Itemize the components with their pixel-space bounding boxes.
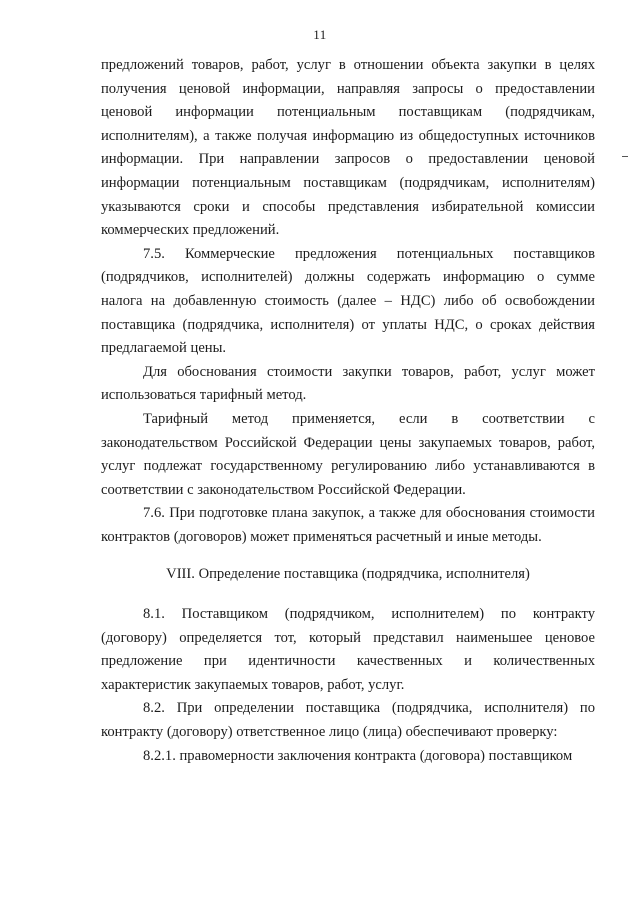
text-line: получения ценовой информации, направляя запросы о предоставлении [101, 80, 595, 97]
text-line: коммерческих предложений. [101, 222, 280, 239]
text-line: Для обоснования стоимости закупки товаров, работ, услуг может [143, 363, 595, 380]
paragraphs-after-heading [101, 603, 595, 768]
text-line: 7.6. При подготовке плана закупок, а также для обоснования стоимости [143, 505, 595, 522]
document-body [101, 54, 595, 768]
paragraph [101, 603, 595, 697]
paragraphs-before-heading [101, 54, 595, 549]
text-line: предложение при идентичности качественных и количественных [101, 653, 595, 670]
text-line: 8.1. Поставщиком (подрядчиком, исполнителем) по контракту [143, 606, 595, 623]
text-line: предложений товаров, работ, услуг в отношении объекта закупки в целях [101, 57, 595, 73]
text-line: 7.5. Коммерческие предложения потенциальных поставщиков [143, 245, 595, 262]
text-line: 8.2. При определении поставщика (подрядчика, исполнителя) по [143, 700, 595, 717]
text-line: указываются сроки и способы представления избирательной комиссии [101, 198, 595, 215]
text-line: законодательством Российской Федерации цены закупаемых товаров, работ, [101, 434, 595, 451]
paragraph [101, 745, 595, 769]
text-line: использоваться тарифный метод. [101, 387, 307, 404]
paragraph [101, 54, 595, 243]
text-line: Тарифный метод применяется, если в соответствии с [143, 410, 595, 427]
paragraph [101, 361, 595, 408]
paragraph [101, 697, 595, 744]
text-line: контракту (договору) ответственное лицо (лица) обеспечивают проверку: [101, 724, 558, 741]
paragraph [101, 502, 595, 549]
text-line: ценовой информации потенциальным поставщикам (подрядчикам, [101, 104, 595, 121]
text-line: 8.2.1. правомерности заключения контракта (договора) поставщиком [143, 747, 573, 764]
text-line: контрактов (договоров) может применяться расчетный и иные методы. [101, 528, 542, 545]
paragraph [101, 243, 595, 361]
text-line: исполнителям), а также получая информацию из общедоступных источников [101, 127, 595, 144]
margin-mark [622, 156, 628, 157]
text-line: характеристик закупаемых товаров, работ, услуг. [101, 676, 405, 693]
text-line: услуг подлежат государственному регулированию либо устанавливаются в [101, 458, 595, 475]
section-heading: VIII. Определение поставщика (подрядчика, исполнителя) [166, 566, 530, 583]
text-line: (подрядчиков, исполнителей) должны содержать информацию о сумме [101, 269, 595, 286]
paragraph [101, 408, 595, 502]
text-line: налога на добавленную стоимость (далее – НДС) либо об освобождении [101, 292, 595, 309]
text-line: соответствии с законодательством Российской Федерации. [101, 481, 466, 498]
text-line: информации потенциальным поставщикам (подрядчикам, исполнителям) [101, 174, 595, 191]
text-line: предлагаемой цены. [101, 340, 227, 357]
text-line: поставщика (подрядчика, исполнителя) от уплаты НДС, о сроках действия [101, 316, 595, 333]
text-line: информации. При направлении запросов о предоставлении ценовой [101, 151, 595, 168]
page-number: 11 [313, 27, 327, 42]
text-line: (договору) определяется тот, который представил наименьшее ценовое [101, 629, 595, 646]
